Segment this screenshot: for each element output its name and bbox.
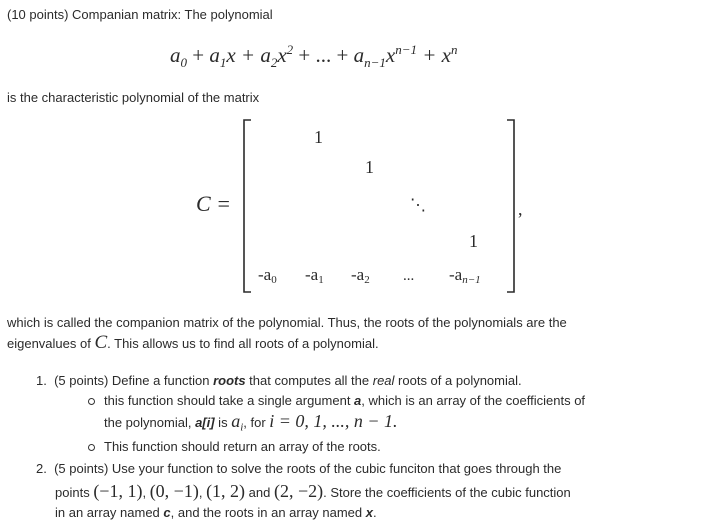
list-item-2: 2. (5 points) Use your function to solve the roots of the cubic funciton that goes through the (36, 461, 562, 476)
matrix-entry: 1 (365, 157, 374, 177)
matrix-ddots: ⋱ (410, 195, 426, 214)
bullet-icon (88, 398, 95, 405)
matrix-entry: 1 (469, 231, 478, 251)
problem-header: (10 points) Companian matrix: The polynomial (7, 7, 273, 22)
bullet-1-line-1: this function should take a single argument a, which is an array of the coefficients of (104, 393, 586, 408)
polynomial-formula: $a_0 + a_1x + a_2x^2$ + ... + $a_{n-1}x^{n-1} + x^n$ (170, 42, 458, 71)
item-number: 1. (36, 373, 47, 388)
right-bracket (507, 120, 514, 292)
list-item-1: 1. (5 points) Define a function roots that computes all the real roots of a polynomial. (36, 373, 522, 388)
matrix-bottom-a0: -a0 (258, 265, 277, 286)
matrix-entry: 1 (314, 127, 323, 147)
bullet-2: This function should return an array of the roots. (104, 439, 381, 454)
eigen-text: eigenvalues of C. This allows us to find all roots of a polynomial. (7, 332, 379, 353)
list-item-2-line-2: points (−1, 1), (0, −1), (1, 2) and (2, −2). Store the coefficients of the cubic function (55, 481, 571, 501)
matrix-lhs: C = (196, 191, 232, 216)
matrix-bottom-a1: -a1 (305, 265, 324, 286)
bullet-icon (88, 444, 95, 451)
item-number: 2. (36, 461, 47, 476)
characteristic-text: is the characteristic polynomial of the matrix (7, 90, 260, 105)
companion-text: which is called the companion matrix of the polynomial. Thus, the roots of the polynomials are the (7, 315, 567, 330)
matrix-bottom-an1: -an−1 (449, 265, 481, 286)
bullet-1-line-2: the polynomial, a[i] is $a_i$, for i = 0, 1, ..., n − 1. (104, 411, 398, 434)
left-bracket (244, 120, 251, 292)
matrix-bottom-dots: ... (403, 268, 415, 284)
companion-matrix (190, 115, 535, 300)
list-item-2-line-3: in an array named c, and the roots in an array named x. (55, 505, 377, 520)
matrix-trailing-comma: , (518, 199, 523, 219)
matrix-bottom-a2: -a2 (351, 265, 370, 286)
